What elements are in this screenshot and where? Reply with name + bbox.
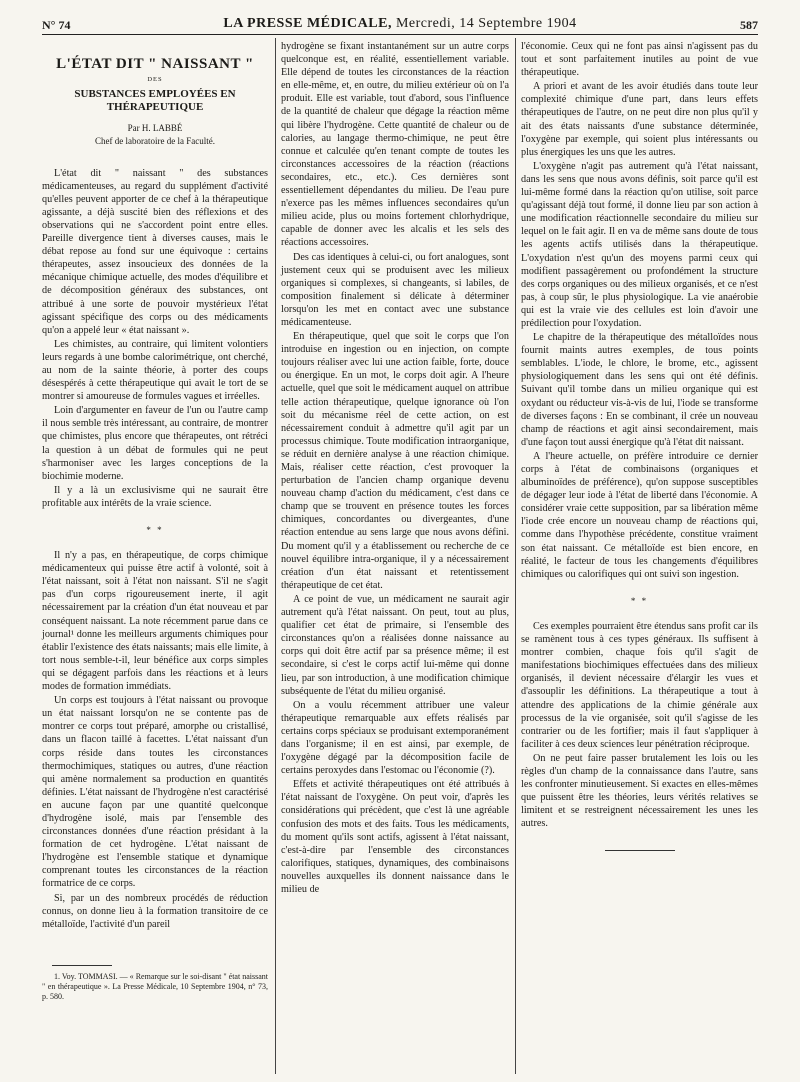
issue-number: N° 74 xyxy=(42,18,71,32)
article-subtitle: SUBSTANCES EMPLOYÉES EN THÉRAPEUTIQUE xyxy=(74,88,236,114)
paragraph: L'état dit " naissant " des substances médicamenteuses, au regard du supplément d'activité qu'elles peuvent apporter de ce chef à la thérapeutique agissante, a déjà suscité bien des réflexions et des observations qui ne s'accordent point entre elles. Pareille divergence tient à diverses causes, mais le débat repose au fond sur une équivoque : certains thérapeutes, assez insoucieux des données de la mécanique chimique actuelle, des modes d'équilibre et de décomposition généraux des substances, ont attribué à une sorte de pouvoir mystérieux l'état agissant spécifique des corps ou des médicaments qu'on a appelé leur « état naissant ». xyxy=(42,167,268,336)
paragraph: En thérapeutique, quel que soit le corps que l'on introduise en ingestion ou en injection, on compte toujours réaliser avec lui une action faible, forte, douce ou énergique. En un mot, le corps doit agir. A l'heure actuelle, quel que soit le médicament auquel on attribue telle action thérapeutique, quelque ignorance où l'on soit du mécanisme réel de cette action, on est nécessairement conduit à admettre qu'il agit par un processus chimique. Toute modification intraorganique, se réduit en dernière analyse à une réaction chimique. Mais, réaliser cette réaction, c'est provoquer la perturbation de l'ancien champ organique devenu nouveau champ d'action du médicament, c'est dans ce champ que se trouvent en présence toutes les forces chimiques, concordantes ou divergeantes, d'une réaction entendue au sens large que nous avons défini. Du moment qu'il y a établissement ou recherche de ce nouvel équilibre intra-organique, il y a nécessairement création d'un état naissant et retentissement thérapeutique de cet état. xyxy=(281,331,509,591)
journal-name: LA PRESSE MÉDICALE, xyxy=(223,16,392,31)
column-divider-2 xyxy=(515,38,516,1074)
paragraph: L'oxygène n'agit pas autrement qu'à l'état naissant, dans les sens que nous avons définis, soit parce qu'il est lui-même formé dans la réaction qu'on utilise, soit parce qu'agissant déjà tout formé, il donne lieu par son action à une modification réactionnelle secondaire du milieu sur lequel on le fait agir. Il en va de même sans doute de tous les agents actifs utilisés dans la thérapeutique. L'oxydation n'est qu'un des moyens parmi ceux qui modifient passagèrement ou profondément la structure des corps organiques ou des milieux organisés, et ce n'est pas, à coup sûr, le plus physiologique. La vie anaérobie qui est la vraie vie des cellules est loin d'avoir une prédilection pour l'oxydation. xyxy=(521,160,758,329)
article-title-des: DES xyxy=(147,76,163,84)
paragraph: A l'heure actuelle, on préfère introduire ce dernier corps à l'état de combinaisons (organiques et albuminoïdes de préférence), qu'on suppose susceptibles de dégager leur iode à l'état de liberté dans l'économie. A considérer vraie cette supposition, par sa libération même l'iode crée encore un nouveau champ de réactions qui, comme dans l'hypothèse précédente, constitue vraiment son état naissant. Ce métalloïde est bien encore, en réalité, le facteur de tous les changements d'équilibres chimiques ou calorifiques qui ont suivi son ingestion. xyxy=(521,450,758,580)
paragraph: On ne peut faire passer brutalement les lois ou les règles d'un champ de la connaissance dans l'autre, sans les confronter minutieusement. Si exactes en elles-mêmes que puissent être les théories, leurs vérités relatives se limitent et se restreignent nécessairement les unes les autres. xyxy=(521,752,758,830)
footnote-rule xyxy=(52,965,112,966)
article-author: Par H. LABBÉ xyxy=(127,123,183,134)
paragraph: A ce point de vue, un médicament ne saurait agir autrement qu'à l'état naissant. On peut, tout au plus, qualifier cet état de primaire, si l'ensemble des circonstances qu'on a réalisées donne naissance au corps qui doit être actif par sa présence même; il est secondaire, si c'est le corps actif lui-même qui donne lieu, par son introduction, à une modification chimique subséquente de l'état du milieu organisé. xyxy=(281,593,509,697)
paragraph: On a voulu récemment attribuer une valeur thérapeutique remarquable aux effets réalisés par certains corps spéciaux se produisant extemporanément dans l'organisme; il en est ainsi, par exemple, de l'oxygène dégagé par la décomposition facile de certains peroxydes dans l'estomac ou l'économie (?). xyxy=(281,699,509,777)
running-header xyxy=(42,4,758,34)
footnote: 1. Voy. TOMMASI. — « Remarque sur le soi-disant " état naissant " en thérapeutique ». La Presse Médicale, 10 Septembre 1904, n° 73, p. 580. xyxy=(42,971,268,1001)
column-1 xyxy=(42,40,268,1003)
paragraph: Il y a là un exclusivisme qui ne saurait être profitable aux intérêts de la vraie science. xyxy=(42,484,268,509)
paragraph: Si, par un des nombreux procédés de réduction connus, on donne lieu à la formation transitoire de ce métalloïde, l'activité d'un pareil xyxy=(42,892,268,930)
paragraph: Effets et activité thérapeutiques ont été attribués à l'état naissant de l'oxygène. On peut voir, d'après les considérations qui précèdent, que c'est là une agréable confusion des mots et des faits. Tous les médicaments, du moment qu'ils sont actifs, agissent à l'état naissant, c'est-à-dire par l'ensemble des circonstances calorifiques, statiques, dynamiques, des combinaisons nouvelles auxquelles ils donnent naissance dans le milieu de xyxy=(281,779,509,895)
journal-header xyxy=(42,16,758,32)
issue-date: Mercredi, 14 Septembre 1904 xyxy=(395,16,577,31)
paragraph: hydrogène se fixant instantanément sur un autre corps quelconque est, en réalité, essentiellement variable. Elle dépend de toutes les circonstances de la réaction en elle-même, et, en outre, du milieu extérieur où on l'a produit. Elle est variable, tout d'abord, sous l'influence de la quantité de chaleur que dégage la réaction même qui libère l'hydrogène. Cette quantité de chaleur ou de calories, au langage thermo-chimique, ne peut être connue et calculée qu'en tenant compte de toutes les circonstances accessoires de la réaction (réactions secondaires, etc., etc.). Ces dernières sont essentiellement dépendantes du milieu. De l'eau pure n'exerce pas les mêmes influences secondaires qu'un milieu acide, plus ou moins fortement chlorhydrique, capable de donner avec les alcalis et les sels des réactions accessoires. xyxy=(281,41,509,249)
paragraph: Ces exemples pourraient être étendus sans profit car ils se ramènent tous à ces types généraux. Ils suffisent à montrer combien, chaque fois qu'il s'agit de manifestations biochimiques effectuées dans des milieux organisés, il devient nécessaire d'élargir les vues et d'assouplir les définitions. La thérapeutique a tout à attendre des applications de la chimie générale aux processus de la vie organisée, soit qu'il s'agisse de les contrarier ou de les fortifier; mais il faut s'appliquer à faciliter à ces deux sciences leur pénétration réciproque. xyxy=(521,620,758,750)
article-title: L'ÉTAT DIT " NAISSANT " xyxy=(56,56,254,72)
paragraph: Des cas identiques à celui-ci, ou fort analogues, sont justement ceux qui se produisent avec les milieux organiques si complexes, si changeants, si labiles, de composition finalement si délicate à déterminer lorsqu'on les met en contact avec une substance médicamenteuse. xyxy=(281,251,509,328)
end-rule xyxy=(605,850,675,851)
column-2 xyxy=(281,40,509,897)
paragraph: Les chimistes, au contraire, qui limitent volontiers leurs regards à une bombe calorimétrique, ont cherché, au nom de la sainte théorie, à porter des coups désespérés à cette thérapeutique qui avait le tort de se montrer si amoureuse de formules vagues et irréelles. xyxy=(42,338,268,403)
paragraph: A priori et avant de les avoir étudiés dans toute leur complexité chimique d'une part, dans leurs effets thérapeutiques de l'autre, on ne peut dire non plus qu'il y ait des états naissants d'une substance déterminée, l'oxygène par exemple, qui soient plus intéressants ou plus énergiques les uns que les autres. xyxy=(521,81,758,158)
paragraph: Un corps est toujours à l'état naissant ou provoque un état naissant lorsqu'on ne se contente pas de montrer ce corps tout préparé, amorphe ou cristallisé, dans un flacon taillé à facettes. L'état naissant d'un corps réside dans toutes les circonstances thermochimiques, statiques ou autres, d'une réaction qui amène normalement sa production en quantités définies. L'état naissant de l'hydrogène n'est caractérisé en aucune façon par une quantité quelconque d'hydrogène isolé, mais par l'ensemble des circonstances données d'une réaction présidant à la formation de cet hydrogène. L'état naissant de l'hydrogène est l'ensemble statique et dynamique comprenant toutes les circonstances de la réaction formatrice de ce corps. xyxy=(42,695,268,890)
column-3 xyxy=(521,40,758,851)
column-divider-1 xyxy=(275,38,276,1074)
section-separator: * * xyxy=(146,525,164,535)
author-affiliation: Chef de laboratoire de la Faculté. xyxy=(95,136,215,147)
paragraph: Le chapitre de la thérapeutique des métalloïdes nous fournit maints autres exemples, de tous points semblables. L'iode, le chlore, le brome, etc., agissent physiologiquement dans les sens qui ont été définis. Suivant qu'il tombe dans un milieu organique qui est oxydant ou réducteur vis-à-vis de lui, l'iode se transforme de diverses façons : En se combinant, il crée un nouveau champ de réactions et agit ainsi secondairement, mais d'une façon tout aussi énergique qu'à l'état dit naissant. xyxy=(521,332,758,448)
header-rule xyxy=(42,34,758,35)
paragraph: l'économie. Ceux qui ne font pas ainsi n'agissent pas du tout et sont parfaitement inutiles au point de vue thérapeutique. xyxy=(521,41,758,79)
paragraph: Il n'y a pas, en thérapeutique, de corps chimique médicamenteux qui puisse être actif à volonté, soit à l'état naissant, soit à l'état non naissant. S'il ne s'agit pas d'un corps rigoureusement inerte, il agit nécessairement par la création d'un état nouveau et par conséquent naissant. La note récemment parue dans ce journal¹ donne les meilleurs arguments chimiques pour établir l'existence des états naissants; mais elle limite, à tort nous semble-t-il, leur bénéfice aux corps simples qui se dégagent parfois dans les réactions et à leurs modes de formation immédiats. xyxy=(42,550,268,693)
paragraph: Loin d'argumenter en faveur de l'un ou l'autre camp il nous semble très intéressant, au contraire, de montrer que chimistes, plus encore que thérapeutes, ont rétréci la question à un débat de formules qui ne peut s'harmoniser avec les larges conceptions de la biochimie moderne. xyxy=(42,405,268,482)
page-number: 587 xyxy=(740,18,758,32)
section-separator: * * xyxy=(630,595,649,606)
